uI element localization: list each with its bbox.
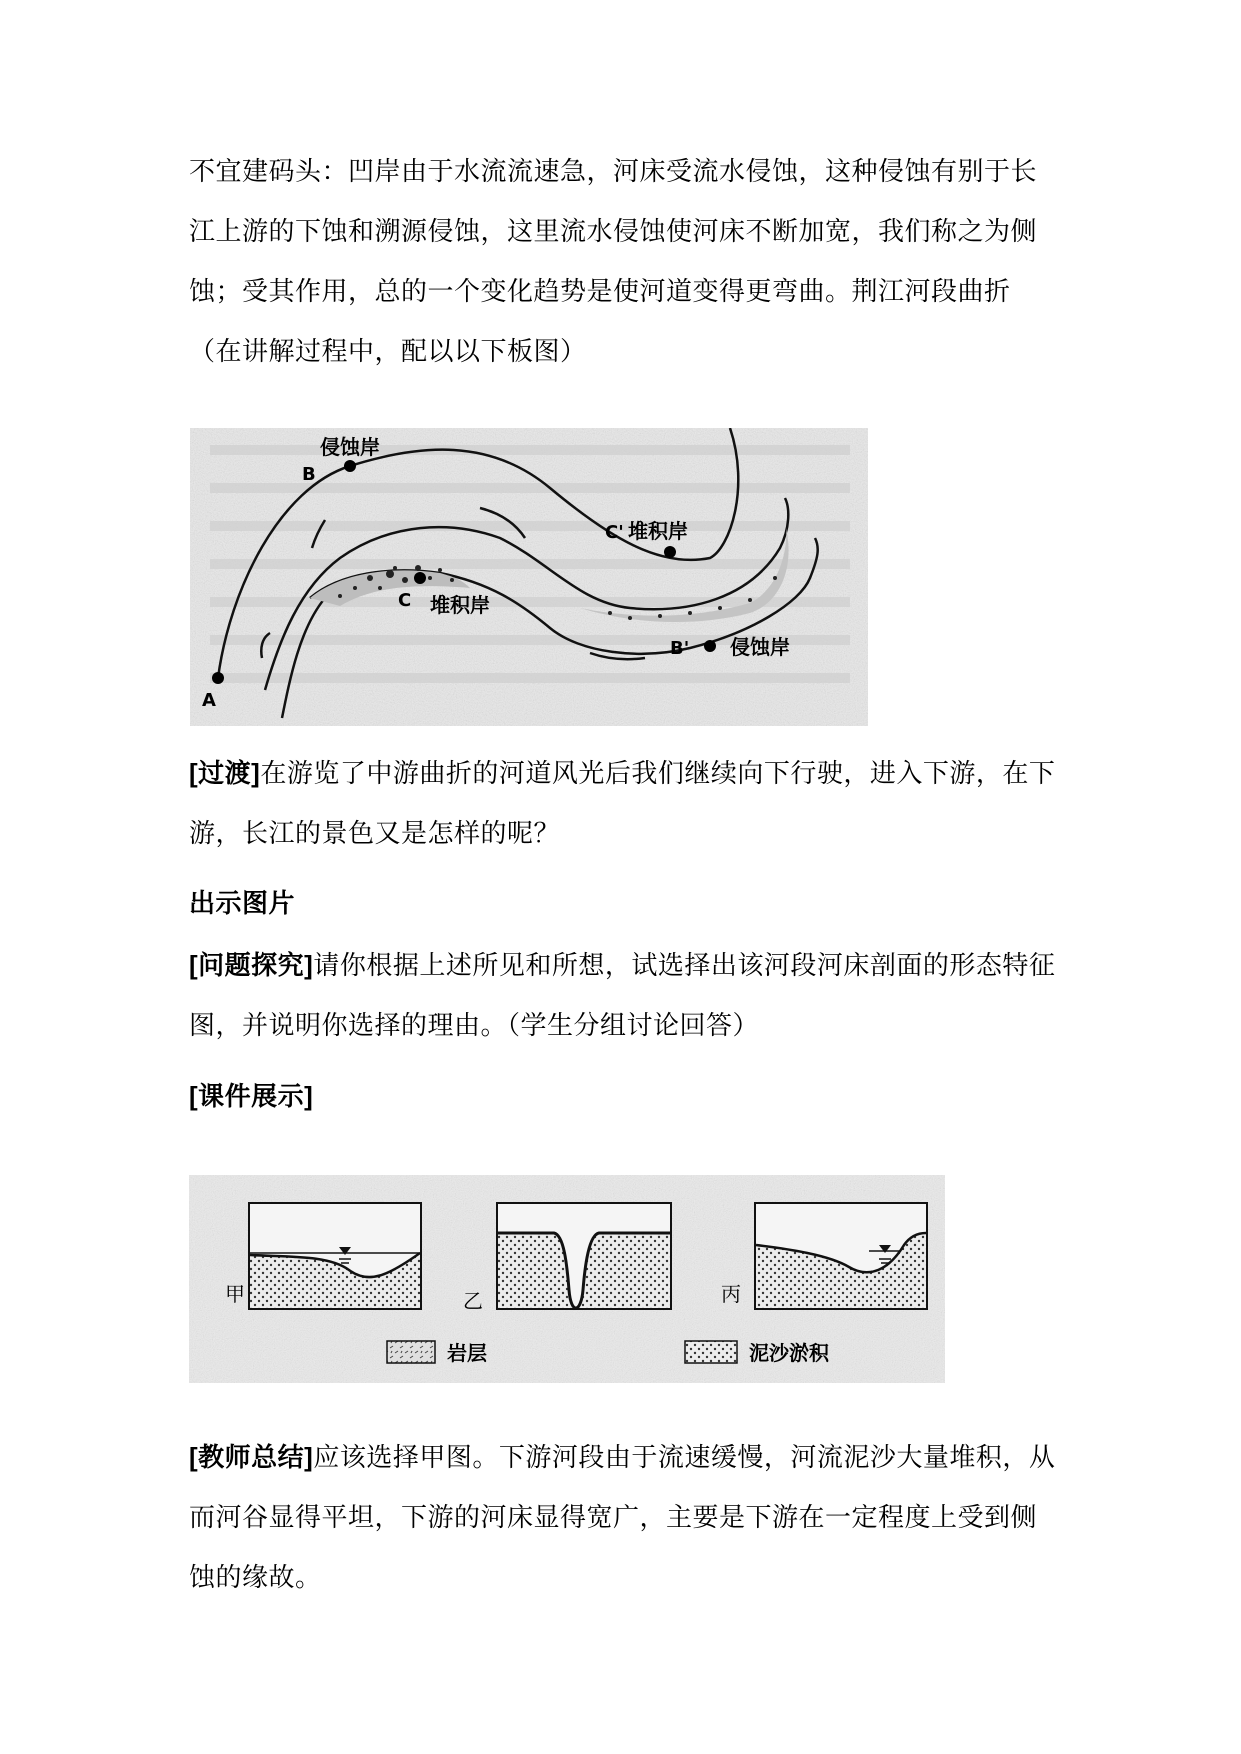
transition-tag: [过渡] — [189, 758, 261, 788]
label-point-b-prime: B' — [670, 638, 690, 659]
transition-text: 在游览了中游曲折的河道风光后我们继续向下行驶，进入下游，在下游，长江的景色又是怎样的呢？ — [189, 759, 1056, 849]
show-pictures-text: 出示图片 — [189, 888, 296, 918]
label-erosion-bank-top: 侵蚀岸 — [320, 435, 380, 459]
legend-rock-swatch — [387, 1341, 435, 1363]
legend-rock-label: 岩层 — [447, 1341, 487, 1365]
paragraph-meander-explanation — [189, 142, 1059, 382]
label-point-c-prime: C' — [605, 522, 624, 543]
point-b-prime-dot — [704, 640, 716, 652]
paragraph-transition — [189, 743, 1059, 864]
courseware-tag: [课件展示] — [189, 1081, 314, 1111]
show-pictures-heading — [189, 873, 1059, 933]
point-a-dot — [212, 672, 224, 684]
point-c-prime-dot — [664, 546, 676, 558]
courseware-heading — [189, 1066, 1059, 1126]
paragraph-text: 不宜建码头：凹岸由于水流流速急，河床受流水侵蚀，这种侵蚀有别于长江上游的下蚀和溯源侵蚀，这里流水侵蚀使河床不断加宽，我们称之为侧蚀；受其作用，总的一个变化趋势是使河道变得更弯曲。荆江河段曲折（在讲解过程中，配以以下板图） — [189, 157, 1038, 367]
summary-tag: [教师总结] — [189, 1442, 314, 1472]
panel-label-yi: 乙 — [463, 1289, 483, 1313]
inquiry-text: 请你根据上述所见和所想，试选择出该河段河床剖面的形态特征图，并说明你选择的理由。（学生分组讨论回答） — [189, 951, 1056, 1041]
point-b-dot — [344, 460, 356, 472]
meander-board-diagram — [190, 428, 868, 726]
panel-label-jia: 甲 — [225, 1282, 245, 1306]
label-point-a: A — [202, 690, 216, 711]
label-point-b: B — [302, 464, 316, 485]
summary-text: 应该选择甲图。下游河段由于流速缓慢，河流泥沙大量堆积，从而河谷显得平坦，下游的河床显得宽广，主要是下游在一定程度上受到侧蚀的缘故。 — [189, 1443, 1056, 1593]
label-deposit-bank-left: 堆积岸 — [430, 593, 490, 617]
panel-label-bing: 丙 — [721, 1282, 741, 1306]
label-point-c: C — [398, 590, 412, 611]
label-erosion-bank-bottom: 侵蚀岸 — [730, 635, 790, 659]
label-deposit-bank-right: 堆积岸 — [628, 519, 688, 543]
riverbed-cross-section-figure — [189, 1175, 945, 1383]
legend-sediment-label: 泥沙淤积 — [749, 1341, 829, 1365]
inquiry-tag: [问题探究] — [189, 950, 314, 980]
point-c-dot — [414, 572, 426, 584]
legend-sediment-swatch — [685, 1341, 737, 1363]
paragraph-inquiry — [189, 935, 1059, 1056]
paragraph-teacher-summary — [189, 1427, 1059, 1608]
